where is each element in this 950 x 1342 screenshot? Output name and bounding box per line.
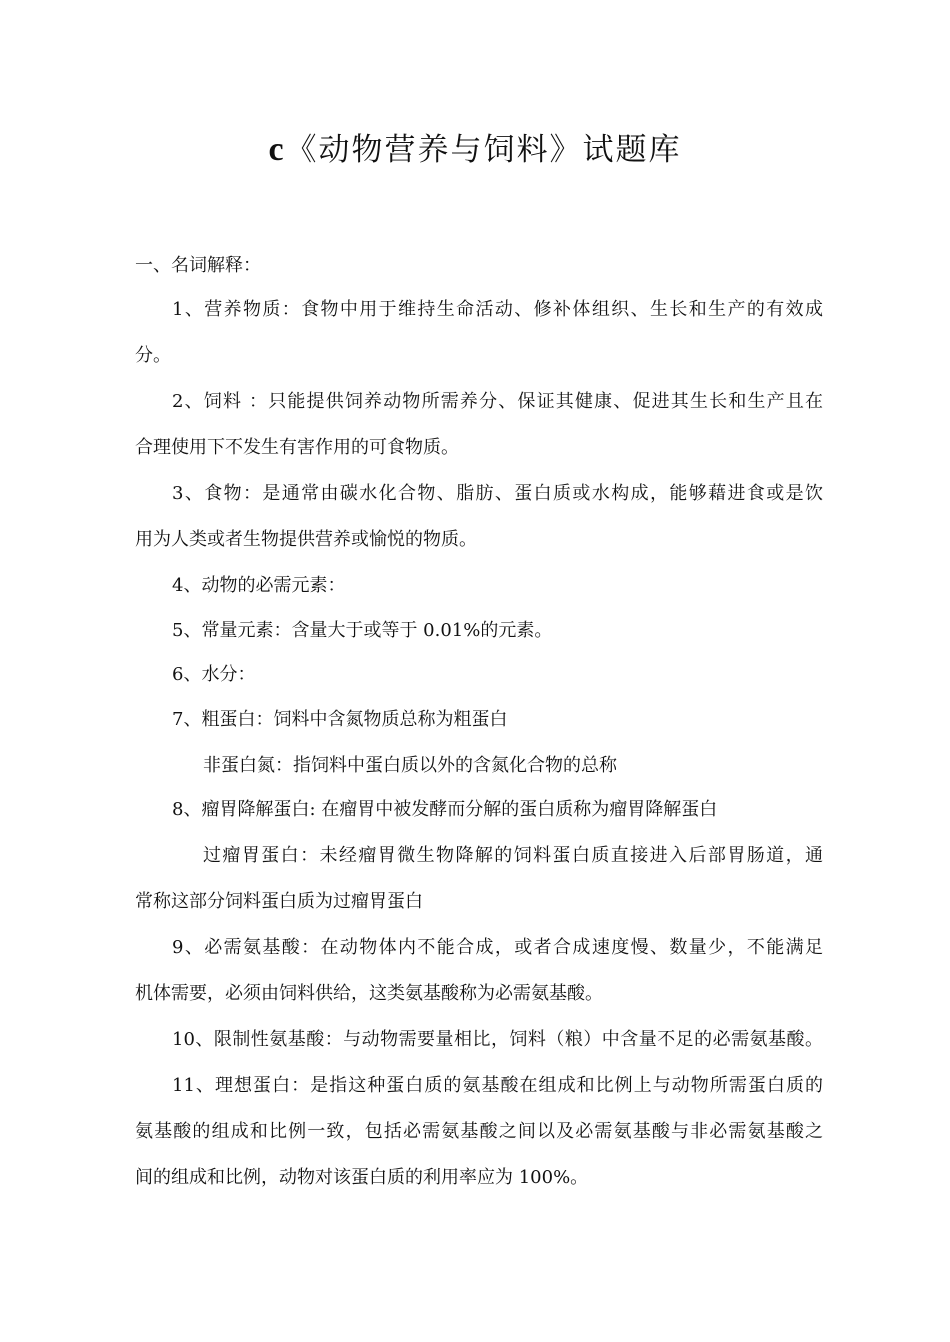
term-line-11-cont-2: 间的组成和比例，动物对该蛋白质的利用率应为 100%。 bbox=[135, 1167, 589, 1188]
term-line-10: 10、限制性氨基酸：与动物需要量相比，饲料（粮）中含量不足的必需氨基酸。 bbox=[172, 1029, 823, 1050]
term-line-2: 2、饲料 ：只能提供饲养动物所需养分、保证其健康、促进其生长和生产且在 bbox=[172, 391, 823, 412]
term-line-4: 4、动物的必需元素： bbox=[172, 575, 346, 596]
term-line-8: 8、瘤胃降解蛋白: 在瘤胃中被发酵而分解的蛋白质称为瘤胃降解蛋白 bbox=[172, 799, 718, 820]
term-line-1: 1、营养物质：食物中用于维持生命活动、修补体组织、生长和生产的有效成 bbox=[172, 299, 823, 320]
term-line-1-cont: 分。 bbox=[135, 345, 171, 366]
term-line-2-cont: 合理使用下不发生有害作用的可食物质。 bbox=[135, 437, 459, 458]
term-line-3-cont: 用为人类或者生物提供营养或愉悦的物质。 bbox=[135, 529, 477, 550]
term-line-8-sub: 过瘤胃蛋白：未经瘤胃微生物降解的饲料蛋白质直接进入后部胃肠道，通 bbox=[203, 845, 823, 866]
term-line-6: 6、水分： bbox=[172, 664, 256, 685]
section-heading: 一、名词解释： bbox=[135, 255, 261, 276]
term-line-11-cont-1: 氨基酸的组成和比例一致，包括必需氨基酸之间以及必需氨基酸与非必需氨基酸之 bbox=[135, 1121, 823, 1142]
term-line-3: 3、食物：是通常由碳水化合物、脂肪、蛋白质或水构成，能够藉进食或是饮 bbox=[172, 483, 823, 504]
term-line-5: 5、常量元素：含量大于或等于 0.01%的元素。 bbox=[172, 620, 553, 641]
term-line-7-sub: 非蛋白氮：指饲料中蛋白质以外的含氮化合物的总称 bbox=[203, 755, 617, 776]
title-text: 《动物营养与饲料》试题库 bbox=[285, 132, 682, 168]
term-line-8-sub-cont: 常称这部分饲料蛋白质为过瘤胃蛋白 bbox=[135, 891, 423, 912]
term-line-9: 9、必需氨基酸：在动物体内不能合成，或者合成速度慢、数量少，不能满足 bbox=[172, 937, 823, 958]
page-title bbox=[0, 128, 950, 172]
term-line-11: 11、理想蛋白：是指这种蛋白质的氨基酸在组成和比例上与动物所需蛋白质的 bbox=[172, 1075, 823, 1096]
title-prefix: c bbox=[268, 131, 286, 168]
term-line-7: 7、粗蛋白：饲料中含氮物质总称为粗蛋白 bbox=[172, 709, 508, 730]
term-line-9-cont: 机体需要，必须由饲料供给，这类氨基酸称为必需氨基酸。 bbox=[135, 983, 603, 1004]
